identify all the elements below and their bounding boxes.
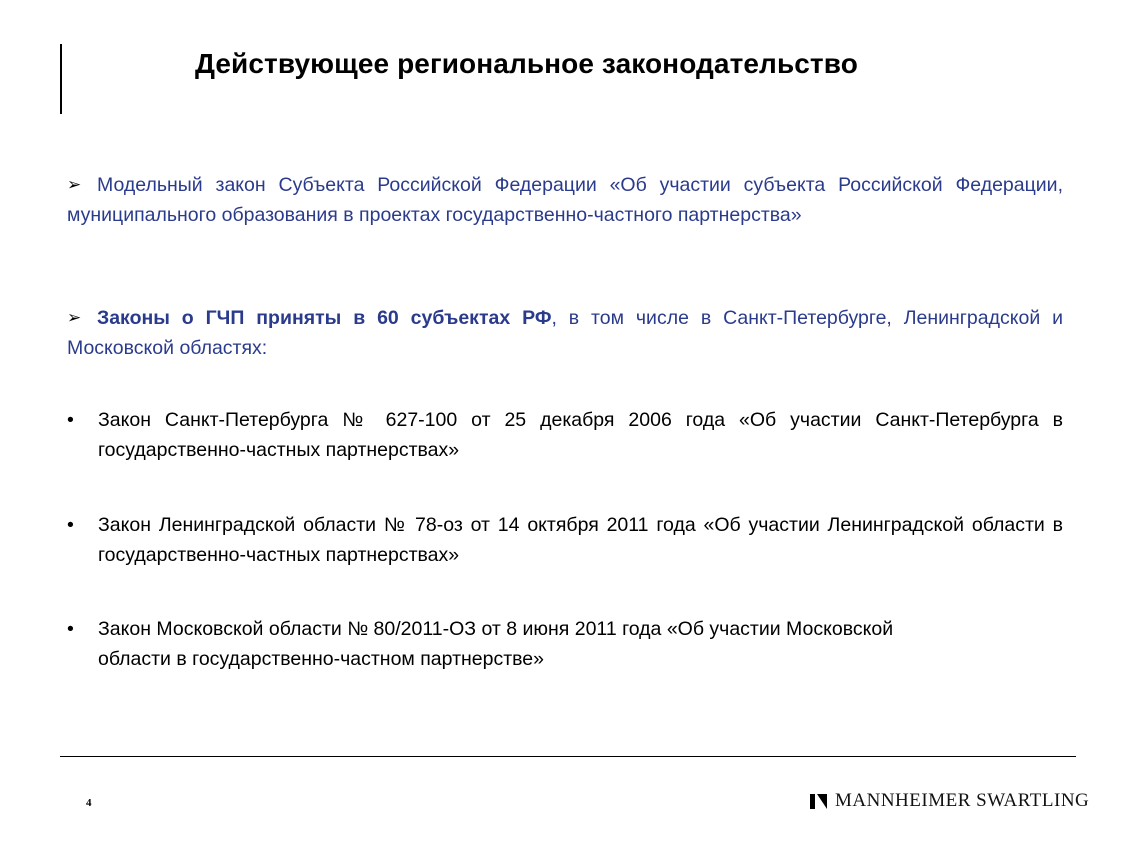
page-title: Действующее региональное законодательство [195,48,858,79]
law-text: Закон Санкт-Петербурга № 627-100 от 25 декабря 2006 года «Об участии Санкт-Петербурга в государственно-частных партнерствах» [98,409,1063,461]
law-text: Закон Ленинградской области № 78-оз от 14 октября 2011 года «Об участии Ленинградской области в государственно-частных партнерствах» [98,514,1063,566]
arrow-bullet-icon: ➢ [67,175,82,194]
bullet-icon: • [67,409,74,431]
bullet-icon: • [67,514,74,536]
law-text: Закон Московской области № 80/2011-ОЗ от 8 июня 2011 года «Об участии Московской области в государственно-частном партнерстве» [98,618,894,670]
page-number: 4 [86,797,92,809]
model-law-text: Модельный закон Субъекта Российской Федерации «Об участии субъекта Российской Федерации, муниципального образования в проектах государственно-частного партнерства» [67,174,1063,226]
company-logo [810,790,1089,812]
logo-mark-icon [810,794,827,809]
regional-laws-item [67,303,1063,363]
title-accent-bar [60,44,62,114]
law-item-lenoblast [67,510,1063,570]
footer-divider [60,756,1076,757]
logo-text: MANNHEIMER SWARTLING [835,790,1090,811]
model-law-item [67,170,1063,230]
law-item-moscow-oblast [67,614,947,674]
bullet-icon: • [67,618,74,640]
regional-laws-text: , в том числе в Санкт-Петербурге, Ленинградской и Московской областях: [67,307,1063,359]
regional-laws-bold: Законы о ГЧП приняты в 60 субъектах РФ [97,307,552,329]
law-item-spb [67,405,1063,465]
arrow-bullet-icon: ➢ [67,308,82,327]
